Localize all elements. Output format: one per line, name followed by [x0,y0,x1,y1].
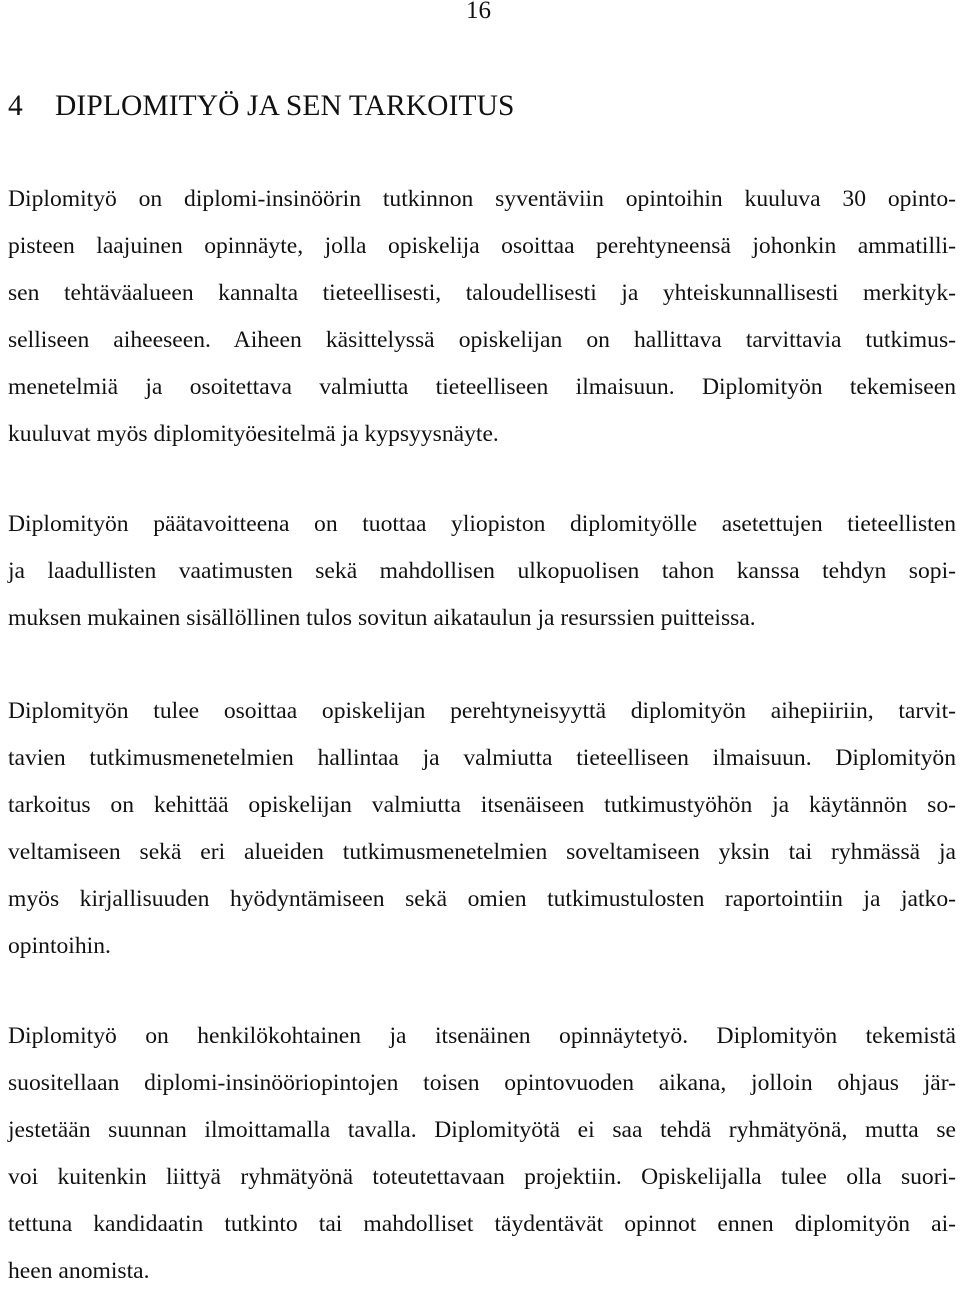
paragraph-4 [8,1013,956,1295]
section-number: 4 [8,90,23,122]
paragraph-line: pisteen laajuinen opinnäyte, jolla opiskelija osoittaa perehtyneensä johonkin ammatilli- [8,233,956,259]
paragraph-3 [8,688,956,970]
paragraph-line: selliseen aiheeseen. Aiheen käsittelyssä opiskelijan on hallittava tarvittavia tutkimus- [8,327,956,353]
section-heading [8,88,515,124]
paragraph-line: jestetään suunnan ilmoittamalla tavalla. Diplomityötä ei saa tehdä ryhmätyönä, mutta se [8,1117,956,1143]
paragraph-1 [8,176,956,458]
paragraph-line: muksen mukainen sisällöllinen tulos sovitun aikataulun ja resurssien puitteissa. [8,605,756,631]
paragraph-line: Diplomityön tulee osoittaa opiskelijan perehtyneisyyttä diplomityön aihepiiriin, tarvit- [8,698,956,724]
paragraph-line: myös kirjallisuuden hyödyntämiseen sekä omien tutkimustulosten raportointiin ja jatko- [8,886,956,912]
paragraph-line: kuuluvat myös diplomityöesitelmä ja kypsyysnäyte. [8,421,499,447]
paragraph-line: tarkoitus on kehittää opiskelijan valmiutta itsenäiseen tutkimustyöhön ja käytännön so- [8,792,956,818]
paragraph-line: tettuna kandidaatin tutkinto tai mahdolliset täydentävät opinnot ennen diplomityön ai- [8,1211,956,1237]
page-number: 16 [466,0,491,24]
paragraph-line: suositellaan diplomi-insinööriopintojen toisen opintovuoden aikana, jolloin ohjaus jär- [8,1070,956,1096]
paragraph-line: voi kuitenkin liittyä ryhmätyönä toteutettavaan projektiin. Opiskelijalla tulee olla suori- [8,1164,956,1190]
paragraph-line: tavien tutkimusmenetelmien hallintaa ja valmiutta tieteelliseen ilmaisuun. Diplomityön [8,745,956,771]
paragraph-line: heen anomista. [8,1258,150,1284]
paragraph-line: sen tehtäväalueen kannalta tieteellisesti, taloudellisesti ja yhteiskunnallisesti merkityk- [8,280,956,306]
paragraph-line: Diplomityön päätavoitteena on tuottaa yliopiston diplomityölle asetettujen tieteellisten [8,511,956,537]
paragraph-line: veltamiseen sekä eri alueiden tutkimusmenetelmien soveltamiseen yksin tai ryhmässä ja [8,839,956,865]
paragraph-line: opintoihin. [8,933,111,959]
paragraph-line: menetelmiä ja osoitettava valmiutta tieteelliseen ilmaisuun. Diplomityön tekemiseen [8,374,956,400]
paragraph-2 [8,501,956,642]
paragraph-line: Diplomityö on diplomi-insinöörin tutkinnon syventäviin opintoihin kuuluva 30 opinto- [8,186,956,212]
section-title: DIPLOMITYÖ JA SEN TARKOITUS [55,90,515,122]
paragraph-line: ja laadullisten vaatimusten sekä mahdollisen ulkopuolisen tahon kanssa tehdyn sopi- [8,558,956,584]
paragraph-line: Diplomityö on henkilökohtainen ja itsenäinen opinnäytetyö. Diplomityön tekemistä [8,1023,956,1049]
